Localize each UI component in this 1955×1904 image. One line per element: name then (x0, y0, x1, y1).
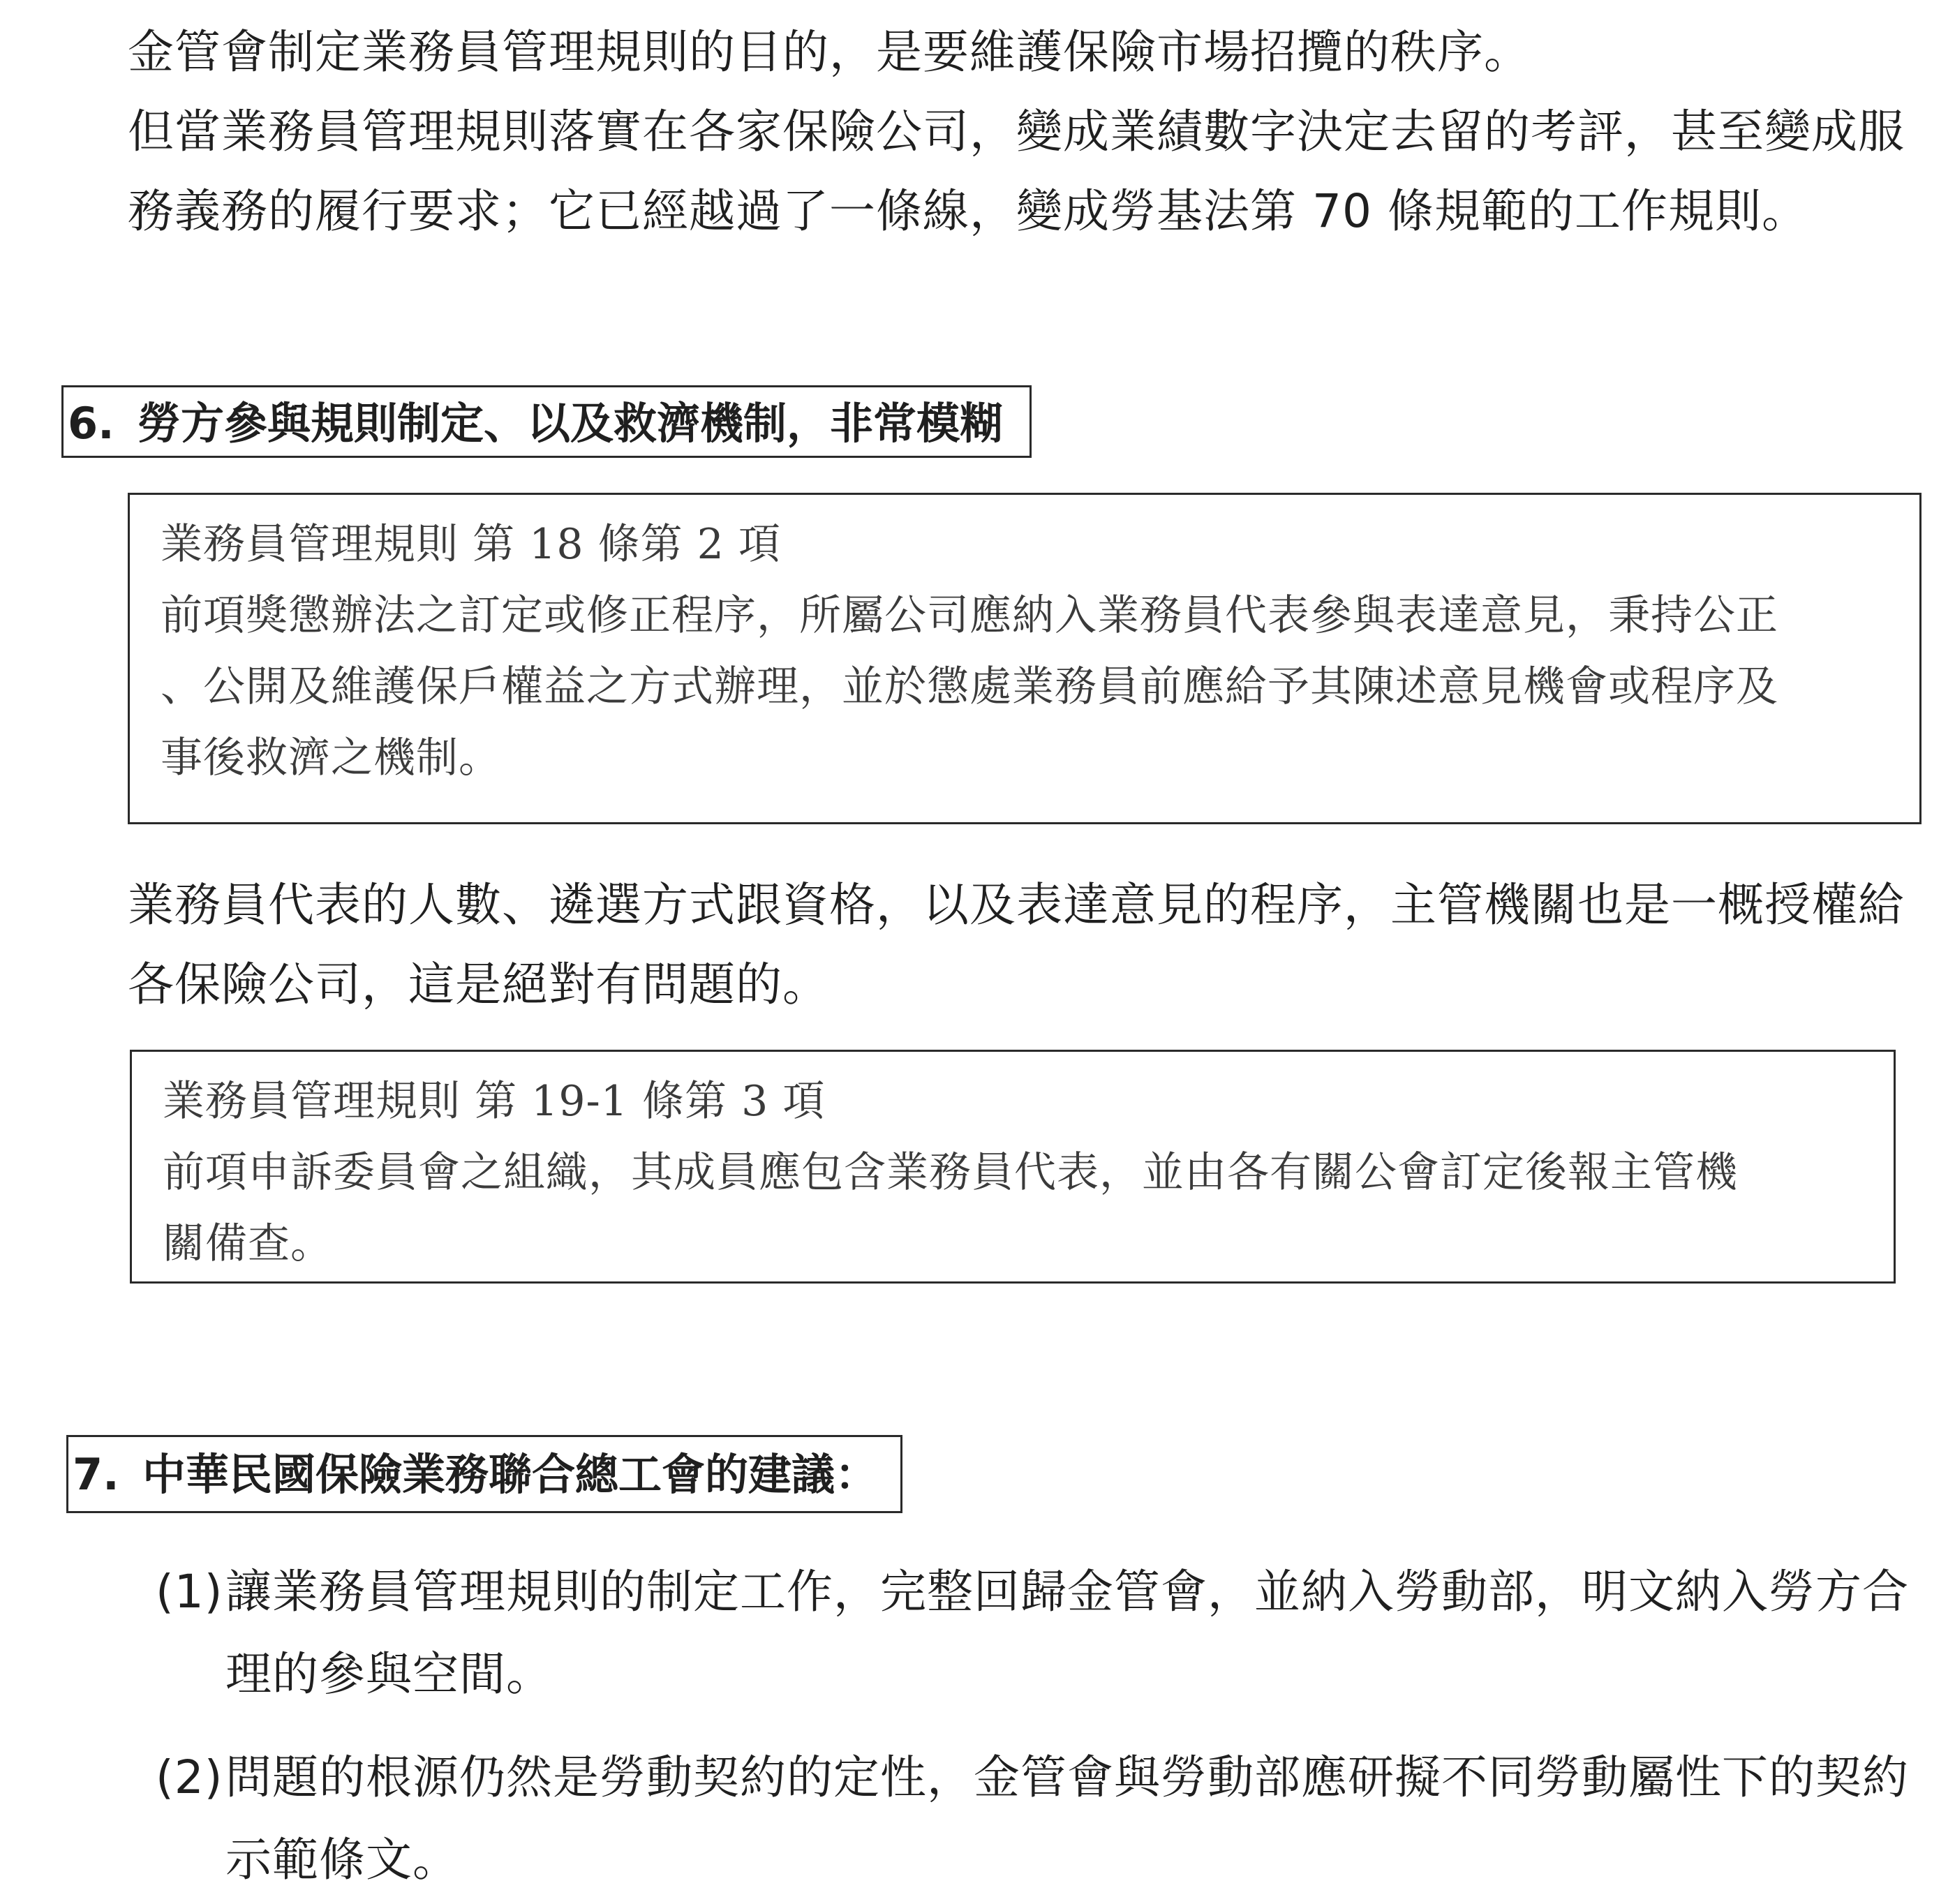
quote-line: 、公開及維護保戶權益之方式辦理，並於懲處業務員前應給予其陳述意見機會或程序及 (161, 662, 1778, 711)
quote-line: 事後救濟之機制。 (161, 734, 501, 782)
quote-citation: 業務員管理規則 第 18 條第 2 項 (161, 520, 781, 569)
regulation-quote-box (130, 1050, 1896, 1284)
recommendation-item (156, 1551, 1909, 1716)
intro-line: 金管會制定業務員管理規則的目的，是要維護保險市場招攬的秩序。 (128, 25, 1531, 79)
quote-line: 前項申訴委員會之組織，其成員應包含業務員代表，並由各有關公會訂定後報主管機 (163, 1148, 1738, 1197)
section-7-heading (66, 1435, 902, 1513)
intro-line: 但當業務員管理規則落實在各家保險公司，變成業績數字決定去留的考評，甚至變成服 (128, 105, 1905, 158)
quote-line: 前項獎懲辦法之訂定或修正程序，所屬公司應納入業務員代表參與表達意見，秉持公正 (161, 591, 1778, 640)
quote-citation: 業務員管理規則 第 19-1 條第 3 項 (163, 1077, 826, 1126)
middle-paragraph (128, 865, 1905, 1025)
recommendation-item (156, 1736, 1909, 1901)
regulation-quote-box (128, 493, 1921, 824)
item-line: 讓業務員管理規則的制定工作，完整回歸金管會，並納入勞動部，明文納入勞方合 (225, 1565, 1909, 1619)
intro-line: 務義務的履行要求；它已經越過了一條線，變成勞基法第 70 條規範的工作規則。 (128, 184, 1808, 238)
item-line: 問題的根源仍然是勞動契約的定性，金管會與勞動部應研擬不同勞動屬性下的契約 (225, 1750, 1909, 1804)
intro-paragraph (128, 13, 1905, 251)
section-title: 中華民國保險業務聯合總工會的建議： (142, 1449, 879, 1500)
item-label: (2) (156, 1750, 223, 1804)
item-label: (1) (156, 1565, 223, 1619)
section-number: 7. (73, 1449, 119, 1500)
quote-line: 關備查。 (163, 1219, 333, 1268)
middle-line: 各保險公司，這是絕對有問題的。 (128, 958, 829, 1011)
section-number: 6. (68, 398, 114, 449)
item-line: 示範條文。 (225, 1833, 459, 1887)
middle-line: 業務員代表的人數、遴選方式跟資格，以及表達意見的程序，主管機關也是一概授權給 (128, 878, 1905, 932)
section-title: 勞方參與規則制定、以及救濟機制，非常模糊 (137, 398, 1004, 449)
section-6-heading (61, 385, 1032, 458)
item-line: 理的參與空間。 (225, 1647, 553, 1701)
